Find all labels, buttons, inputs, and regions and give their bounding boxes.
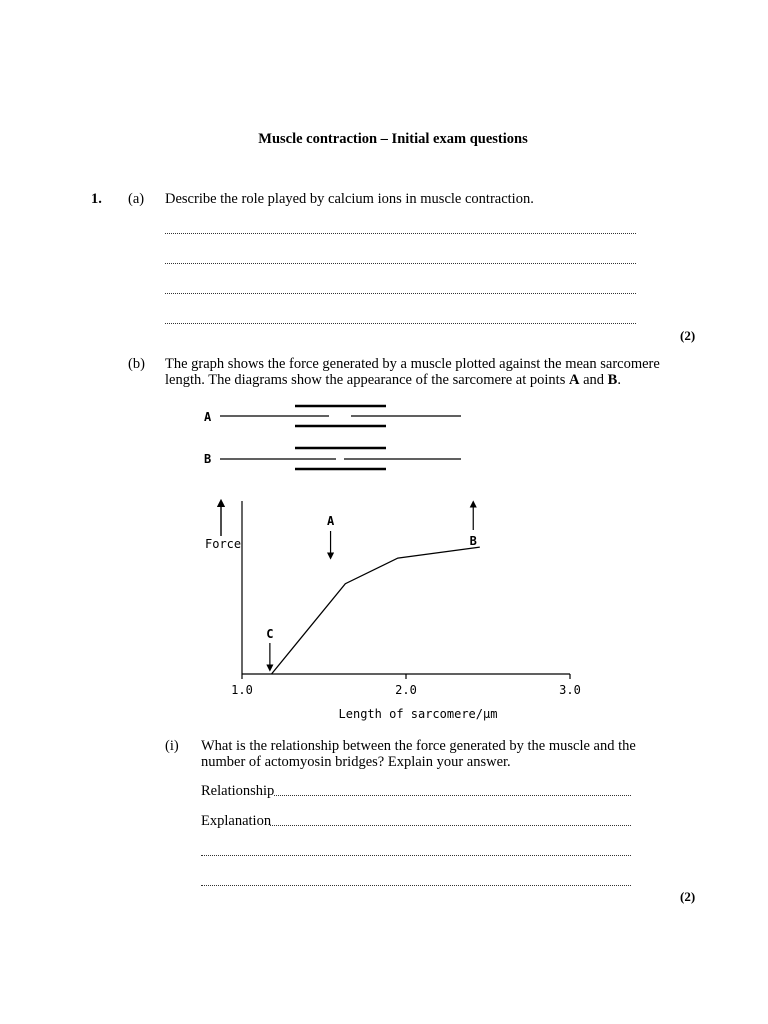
relationship-answer-line[interactable] [274,795,631,796]
part-b-text-line2: length. The diagrams show the appearance of the sarcomere at points A and B. [165,372,621,388]
y-axis-label: Force [205,537,242,551]
diagram-b-label: B [204,452,212,466]
force-curve-line [272,547,480,674]
point-a-label: A [326,514,335,528]
part-b-text-line1: The graph shows the force generated by a muscle plotted against the mean sarcomere [165,356,660,372]
explanation-answer-line-2[interactable] [201,855,631,856]
point-b-label: B [469,534,477,548]
explanation-answer-line-1[interactable] [270,825,631,826]
question-number: 1. [91,191,102,207]
diagram-a-label: A [204,410,212,424]
part-a-label: (a) [128,191,145,207]
relationship-label: Relationship [201,783,275,799]
explanation-answer-line-3[interactable] [201,885,631,886]
sub-i-marks: (2) [680,889,696,904]
sub-i-label: (i) [165,738,179,754]
part-a-question-text: Describe the role played by calcium ions in muscle contraction. [165,191,534,207]
explanation-label: Explanation [201,813,272,829]
part-a-marks: (2) [680,328,696,343]
page-title: Muscle contraction – Initial exam questions [258,131,528,147]
x-tick-label: 2.0 [395,683,417,697]
chart-marks [231,504,581,697]
x-tick-label: 1.0 [231,683,253,697]
point-c-label: C [266,627,274,641]
sub-i-text-line2: number of actomyosin bridges? Explain your answer. [201,754,511,770]
sub-i-text-line1: What is the relationship between the force generated by the muscle and the [201,738,636,754]
x-tick-label: 3.0 [559,683,581,697]
part-b-label: (b) [128,356,145,372]
sub-i-question-text [201,738,671,770]
x-axis-label: Length of sarcomere/μm [338,707,498,721]
